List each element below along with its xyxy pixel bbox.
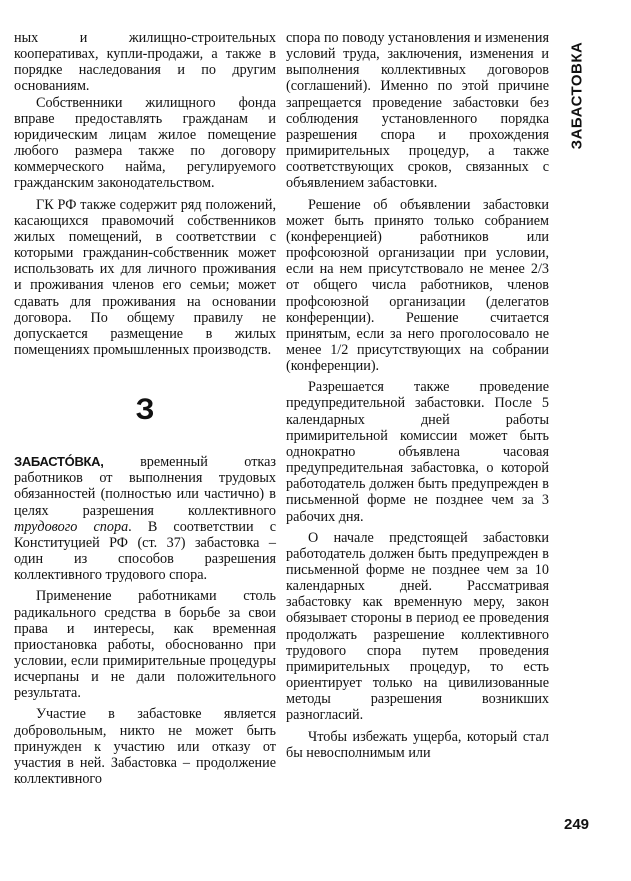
decision-text-a: Решение об объявлении забастовки может быть принято только собранием (конференцией) работников или профсоюзной организации при условии, если на нем присутствовало не менее: [286, 196, 549, 278]
entry-definition-part-1: временный отказ работников от выполнения трудовых обязанностей (полностью или частично) в целях разрешения коллективного: [14, 454, 276, 519]
paragraph-radical-means: Применение работниками столь радикального средства в борьбе за свои права и интересы, как временная приостановка работы, обоснованно при условии, если примирительные процедуры исчерпаны и не дали положительного результата.: [14, 588, 276, 702]
paragraph-decision: [286, 197, 549, 375]
paragraph-continuation: ных и жилищно-строительных кооперативах, купли-продажи, а также в порядке наследования и по другим основаниям.: [14, 30, 276, 95]
running-head: [564, 30, 590, 160]
entry-italic-term: трудового спора: [14, 518, 129, 535]
paragraph-avoid-damage: Чтобы избежать ущерба, который стал бы невосполнимым или: [286, 728, 549, 761]
decision-text-b: от общего числа работников, членов профсоюзной организации (делегатов конференции). Решение считается принятым, если за него проголосовало не менее: [286, 277, 549, 358]
decision-text-c: присутствующих на собрании (конференции).: [286, 341, 549, 375]
fraction-one-half: 1/2: [330, 341, 349, 358]
paragraph-strike-notice: О начале предстоящей забастовки работодатель должен быть предупрежден в письменной форме не позднее чем за 10 календарных дней. Рассматривая забастовку как временную меру, закон обязывает стороны в период ее проведения продолжать разрешение коллективного трудового спора путем проведения примирительных процедур, то есть ориентирует только на цивилизованные методы разрешения возникших разногласий.: [286, 529, 549, 724]
paragraph-housing-rights: Собственники жилищного фонда вправе предоставлять гражданам и юридическим лицам жилое помещение любого размера также по договору коммерческого найма, регулируемого гражданским законодательством.: [14, 94, 276, 192]
entry-term: ЗАБАСТÓВКА,: [14, 454, 104, 470]
paragraph-civil-code: ГК РФ также содержит ряд положений, касающихся правомочий собственников жилых помещений, в соответствии с которыми гражданин-собственник может использовать их для личного проживания и проживания членов его семьи; может сдавать для проживания на основании договора. По общему правилу не допускается размещение в жилых помещениях промышленных производств.: [14, 196, 276, 358]
section-letter: З: [135, 393, 155, 427]
entry-strike: [14, 454, 276, 583]
left-column: [14, 30, 276, 787]
paragraph-voluntary: Участие в забастовке является добровольным, никто не может быть принужден к участию или отказу от участия в ней. Забастовка – продолжение коллективного: [14, 706, 276, 788]
entry-definition-part-2: . В соответствии с Конституцией РФ (ст. 37) забастовка – один из способов разрешения коллективного трудового спора.: [14, 518, 276, 584]
page-number: 249: [564, 816, 590, 833]
paragraph-dispute-continuation: спора по поводу установления и изменения условий труда, заключения, изменения и выполнения коллективных договоров (соглашений). Именно по этой причине запрещается проведение забастовки без соблюдения установленного порядка разрешения спора и прохождения примирительных процедур, а также соответствующих сроков, связанных с объявлением забастовки.: [286, 30, 549, 192]
fraction-two-thirds: 2/3: [530, 261, 549, 278]
right-column: [286, 30, 549, 761]
paragraph-warning-strike: Разрешается также проведение предупредительной забастовки. После 5 календарных дней работы примирительной комиссии может быть однократно объявлена часовая предупредительная забастовка, о которой работодатель должен быть предупрежден в письменной форме не позднее чем за 3 рабочих дня.: [286, 379, 549, 525]
running-head-text: ЗАБАСТОВКА: [568, 41, 586, 149]
